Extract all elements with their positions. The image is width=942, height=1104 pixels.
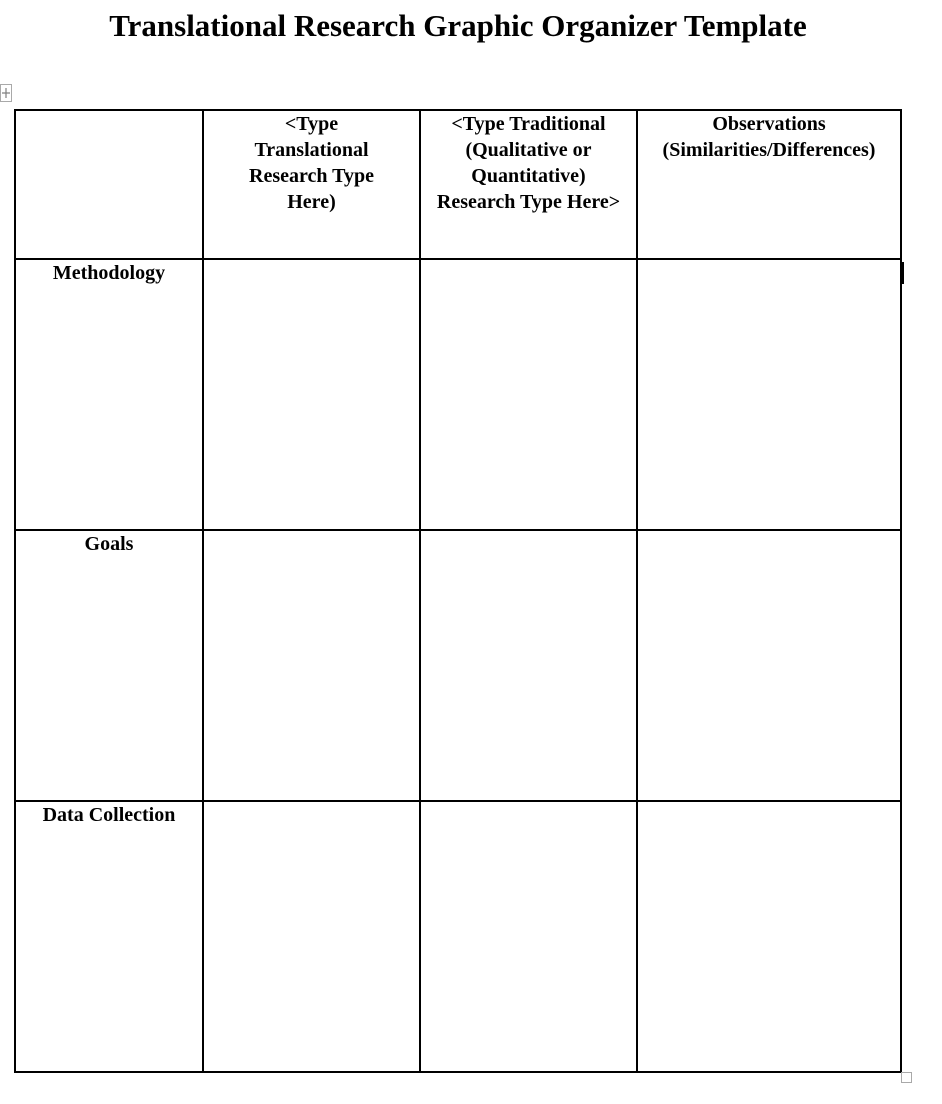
organizer-table [14,109,902,1073]
header-cell-translational-type[interactable] [203,110,420,259]
cell-goals-traditional[interactable] [420,530,637,801]
row-label-data-collection[interactable]: Data Collection [15,801,203,1072]
cell-goals-translational[interactable] [203,530,420,801]
cell-data-collection-traditional[interactable] [420,801,637,1072]
cell-data-collection-translational[interactable] [203,801,420,1072]
header-cell-traditional-type[interactable] [420,110,637,259]
header-traditional-text: <Type Traditional (Qualitative or Quantitative) Research Type Here> [436,113,621,213]
table-row-methodology [15,259,901,530]
header-translational-text: <Type Translational Research Type Here) [249,113,374,213]
table-move-handle-icon[interactable] [0,84,12,102]
text-cursor-icon [902,262,904,284]
table-row-goals [15,530,901,801]
cell-methodology-traditional[interactable] [420,259,637,530]
cell-methodology-translational[interactable] [203,259,420,530]
header-cell-blank[interactable] [15,110,203,259]
table-resize-handle-icon[interactable] [901,1072,912,1083]
cell-goals-observations[interactable] [637,530,901,801]
table-row-data-collection [15,801,901,1072]
header-observations-text: Observations (Similarities/Differences) [662,113,876,161]
document-title: Translational Research Graphic Organizer Template [109,8,807,43]
row-label-goals[interactable]: Goals [15,530,203,801]
table-header-row [15,110,901,259]
cell-data-collection-observations[interactable] [637,801,901,1072]
row-label-methodology[interactable]: Methodology [15,259,203,530]
cell-methodology-observations[interactable] [637,259,901,530]
header-cell-observations[interactable] [637,110,901,259]
